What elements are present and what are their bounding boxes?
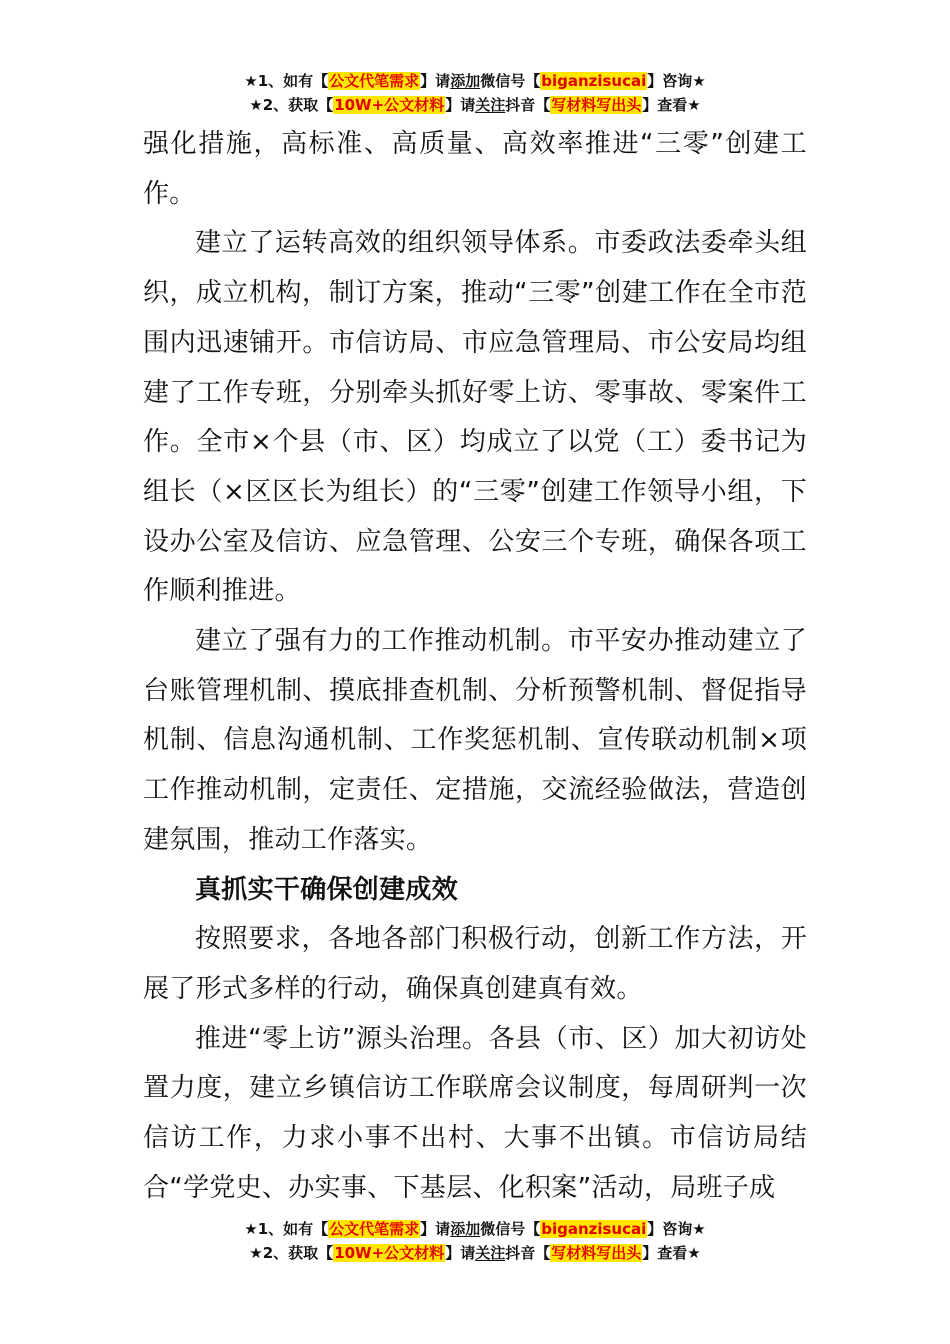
promo-text: 】查看★ (642, 96, 701, 114)
promo-text: 抖音【 (505, 1244, 551, 1262)
document-body (143, 120, 807, 1213)
promo-highlight: 公文代笔需求 (329, 1220, 420, 1238)
promo-highlight: 公文代笔需求 (329, 72, 420, 90)
wechat-id-highlight: biganzisucai (541, 72, 647, 90)
promo-banner-top (0, 69, 950, 117)
promo-text: 】请 (445, 1244, 476, 1262)
promo-text: 微信号【 (480, 72, 541, 90)
paragraph: 推进“零上访”源头治理。各县（市、区）加大初访处置力度，建立乡镇信访工作联席会议制度，每周研判一次信访工作，力求小事不出村、大事不出镇。市信访局结合“学党史、办实事、下基层、化积案”活动，局班子成 (143, 1023, 807, 1203)
paragraph: 建立了强有力的工作推动机制。市平安办推动建立了台账管理机制、摸底排查机制、分析预警机制、督促指导机制、信息沟通机制、工作奖惩机制、宣传联动机制×项工作推动机制，定责任、定措施，交流经验做法，营造创建氛围，推动工作落实。 (143, 626, 807, 855)
paragraph-continued: 强化措施，高标准、高质量、高效率推进“三零”创建工作。 (143, 129, 807, 209)
promo-text: 】咨询★ (647, 1220, 706, 1238)
promo-text: 抖音【 (505, 96, 551, 114)
promo-text: ★2、获取【 (249, 96, 334, 114)
promo-text: 微信号【 (480, 1220, 541, 1238)
promo-text: 】请 (420, 72, 451, 90)
promo-text: 】咨询★ (647, 72, 706, 90)
promo-line-2 (0, 93, 950, 117)
promo-text: 】请 (445, 96, 476, 114)
promo-underlined: 添加 (450, 72, 481, 90)
promo-text: ★2、获取【 (249, 1244, 334, 1262)
promo-underlined: 关注 (475, 1244, 506, 1262)
promo-text: ★1、如有【 (244, 1220, 329, 1238)
promo-banner-bottom (0, 1217, 950, 1265)
wechat-id-highlight: biganzisucai (541, 1220, 647, 1238)
section-heading: 真抓实干确保创建成效 (195, 874, 459, 905)
paragraph: 按照要求，各地各部门积极行动，创新工作方法，开展了形式多样的行动，确保真创建真有效。 (143, 924, 807, 1004)
douyin-id-highlight: 写材料写出头 (551, 1244, 642, 1262)
promo-highlight: 10W+公文材料 (334, 1244, 445, 1262)
promo-text: 】查看★ (642, 1244, 701, 1262)
promo-text: 】请 (420, 1220, 451, 1238)
promo-text: ★1、如有【 (244, 72, 329, 90)
promo-line-1 (0, 69, 950, 93)
promo-line-1 (0, 1217, 950, 1241)
paragraph: 建立了运转高效的组织领导体系。市委政法委牵头组织，成立机构，制订方案，推动“三零”创建工作在全市范围内迅速铺开。市信访局、市应急管理局、市公安局均组建了工作专班，分别牵头抓好零上访、零事故、零案件工作。全市×个县（市、区）均成立了以党（工）委书记为组长（×区区长为组长）的“三零”创建工作领导小组，下设办公室及信访、应急管理、公安三个专班，确保各项工作顺利推进。 (143, 228, 807, 607)
douyin-id-highlight: 写材料写出头 (551, 96, 642, 114)
promo-line-2 (0, 1241, 950, 1265)
promo-underlined: 添加 (450, 1220, 481, 1238)
promo-underlined: 关注 (475, 96, 506, 114)
promo-highlight: 10W+公文材料 (334, 96, 445, 114)
